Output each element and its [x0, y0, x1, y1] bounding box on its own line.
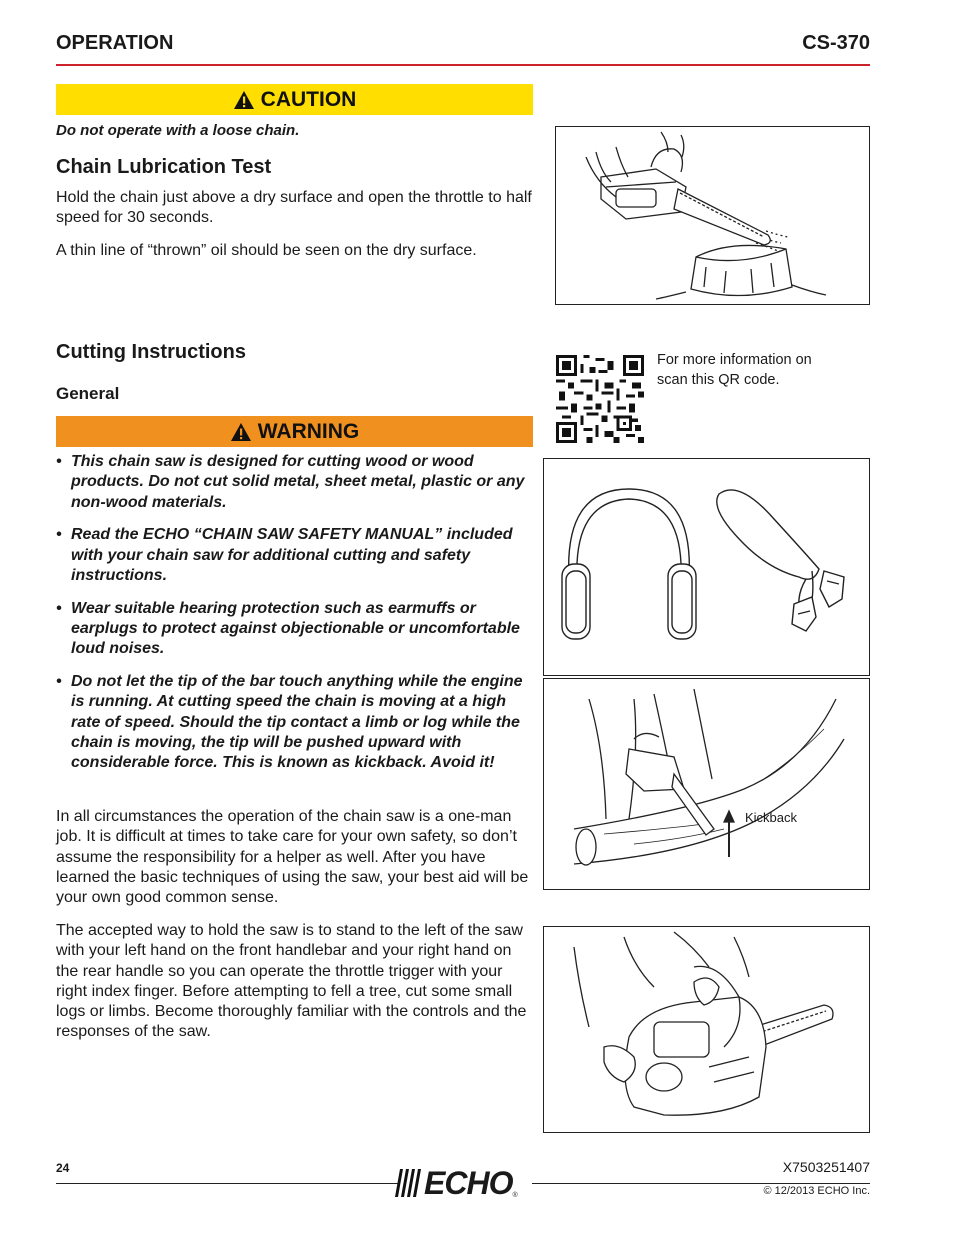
qr-caption-line-2: scan this QR code. — [657, 371, 780, 388]
warning-bullet: • This chain saw is designed for cutting wood or wood products. Do not cut solid metal, sheet metal, plastic or any non-wood materials. — [56, 452, 534, 513]
general-subheading: General — [56, 384, 120, 403]
hearing-protection-figure — [543, 458, 870, 676]
alert-triangle-icon — [233, 90, 255, 110]
operator-holding-chainsaw-illustration — [544, 927, 869, 1132]
warning-bullet-list — [56, 452, 534, 786]
lubrication-figure — [555, 126, 870, 305]
warning-bullet: • Wear suitable hearing protection such as earmuffs or earplugs to protect against objectionable or uncomfortable loud noises. — [56, 599, 534, 660]
warning-bullet: • Do not let the tip of the bar touch anything while the engine is running. At cutting speed the chain is moving at a high rate of speed. Should the tip contact a limb or log while the chain is moving, the tip will be pushed upward with considerable force. This is known as kickback. Avoid it! — [56, 672, 534, 773]
echo-logo-slashes-icon — [394, 1167, 424, 1199]
earmuffs-and-earplugs-illustration — [544, 459, 869, 675]
cutting-paragraph-2: The accepted way to hold the saw is to stand to the left of the saw with your left hand on the front handlebar and your right hand on the rear handle so you can operate the throttle trigger with your right index finger. Before attempting to fell a tree, cut some small logs or limbs. Become thoroughly familiar with the controls and the responses of the saw. — [56, 922, 527, 1041]
warning-label: WARNING — [257, 419, 360, 443]
echo-logo — [394, 1167, 518, 1199]
echo-logo-text: ECHO — [424, 1165, 513, 1201]
registered-mark: ® — [512, 1192, 518, 1199]
qr-code-graphic — [556, 355, 644, 443]
lubrication-paragraph-2: A thin line of “thrown” oil should be seen on the dry surface. — [56, 242, 477, 259]
caution-note: Do not operate with a loose chain. — [56, 122, 300, 139]
chainsaw-over-stump-illustration — [556, 127, 869, 304]
holding-saw-figure — [543, 926, 870, 1133]
qr-code[interactable] — [556, 355, 644, 443]
qr-caption-line-1: For more information on — [657, 352, 812, 368]
kickback-label: Kickback — [745, 810, 798, 825]
kickback-figure — [543, 678, 870, 890]
alert-triangle-icon — [230, 422, 252, 442]
copyright: © 12/2013 ECHO Inc. — [763, 1185, 870, 1197]
warning-banner — [56, 416, 533, 447]
part-number: X7503251407 — [782, 1159, 870, 1175]
caution-label: CAUTION — [260, 87, 357, 111]
header-rule — [56, 64, 870, 66]
warning-bullet: • Read the ECHO “CHAIN SAW SAFETY MANUAL” included with your chain saw for additional cutting and safety instructions. — [56, 525, 534, 586]
kickback-illustration — [544, 679, 869, 889]
footer-rule-left — [56, 1183, 399, 1184]
qr-caption — [657, 351, 812, 390]
cutting-heading: Cutting Instructions — [56, 341, 246, 363]
lubrication-paragraph-1: Hold the chain just above a dry surface and open the throttle to half speed for 30 seconds. — [56, 189, 532, 227]
caution-banner — [56, 84, 533, 115]
lubrication-heading: Chain Lubrication Test — [56, 156, 272, 178]
footer-rule-right — [532, 1183, 870, 1184]
section-title: OPERATION — [56, 32, 174, 54]
page-number: 24 — [56, 1161, 70, 1175]
cutting-paragraph-1: In all circumstances the operation of the chain saw is a one-man job. It is difficult at times to take care for your own safety, so don’t assume the responsibility for a helper as well. After you have learned the basic techniques of using the saw, your best aid will be your own good common sense. — [56, 808, 529, 907]
model-number: CS-370 — [802, 32, 870, 54]
